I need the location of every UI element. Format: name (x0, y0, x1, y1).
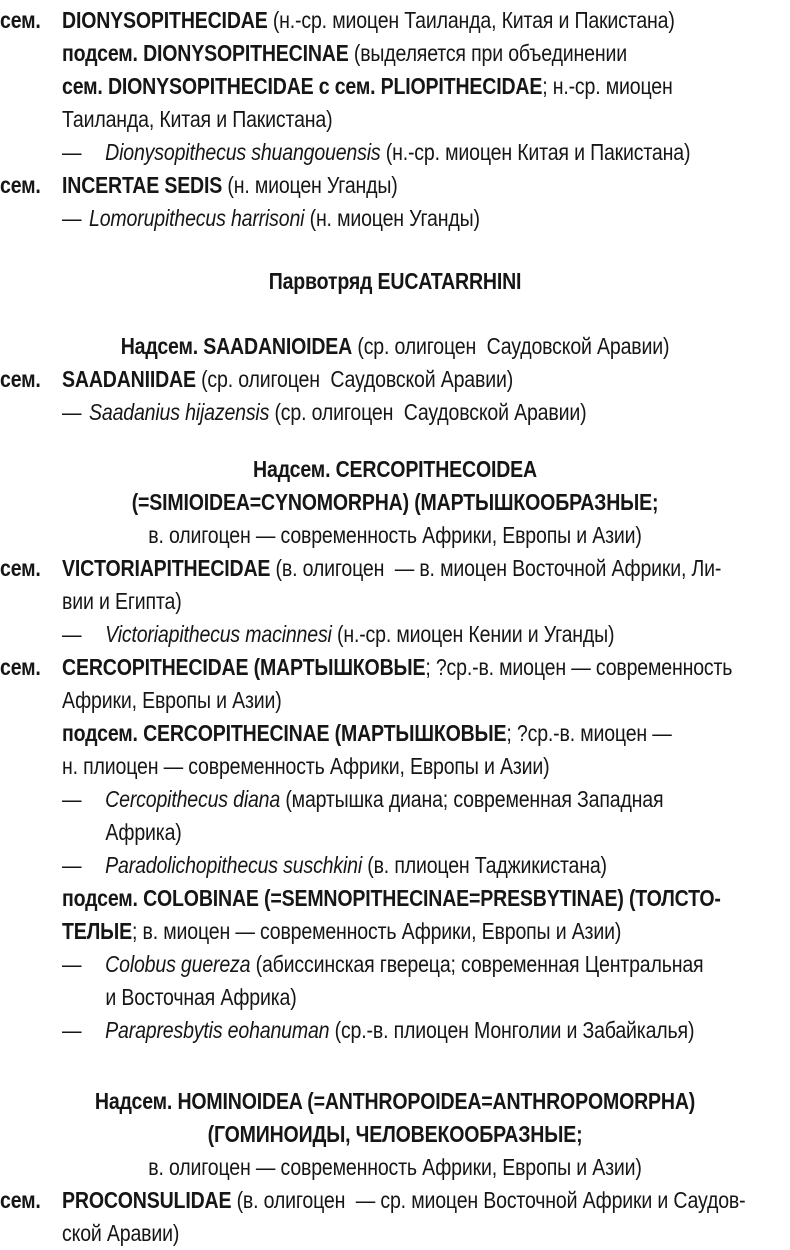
species-line (0, 396, 790, 429)
heading-line (0, 453, 790, 486)
text-segment: Африка) (105, 819, 182, 845)
taxon-line (0, 684, 790, 717)
text-segment: (в. плиоцен Таджикистана) (362, 852, 607, 878)
heading-line (0, 330, 790, 363)
taxon-line (0, 882, 790, 915)
taxon-line (0, 169, 790, 202)
text-segment: подсем. DIONYSOPITHECINAE (62, 40, 349, 66)
text-segment: в. олигоцен — современность Африки, Европы и Азии) (148, 522, 642, 548)
text-segment: в. олигоцен — современность Африки, Европы и Азии) (148, 1154, 642, 1180)
rank-label: сем. (0, 7, 41, 33)
text-segment: (н.-ср. миоцен Китая и Пакистана) (380, 139, 691, 165)
text-segment: н. плиоцен — современность Африки, Европы и Азии) (62, 753, 550, 779)
text-segment: (ср. олигоцен Саудовской Аравии) (269, 399, 587, 425)
text-segment: Saadanius hijazensis (89, 399, 270, 425)
text-segment: VICTORIAPITHECIDAE (62, 555, 271, 581)
text-segment: (ср. олигоцен Саудовской Аравии) (352, 333, 670, 359)
text-segment: Надсем. HOMINOIDEA (=ANTHROPOIDEA=ANTHROPOMORPHA) (94, 1088, 696, 1114)
species-dash-marker: — (62, 951, 82, 977)
taxon-line (0, 70, 790, 103)
species-dash-marker: — (62, 399, 82, 425)
text-segment: подсем. COLOBINAE (=SEMNOPITHECINAE=PRESBYTINAE) (ТОЛСТО- (62, 885, 721, 911)
taxon-line (0, 750, 790, 783)
text-segment: SAADANIIDAE (62, 366, 196, 392)
text-segment: (в. олигоцен — в. миоцен Восточной Африки, Ли- (270, 555, 722, 581)
text-segment: DIONYSOPITHECIDAE (62, 7, 268, 33)
rank-label: сем. (0, 1187, 41, 1213)
text-segment: ; ?ср.-в. миоцен — современность (425, 654, 733, 680)
taxon-line (0, 37, 790, 70)
taxon-line (0, 717, 790, 750)
text-segment: Victoriapithecus macinnesi (105, 621, 332, 647)
species-line (0, 618, 790, 651)
text-segment: Parapresbytis eohanuman (105, 1017, 330, 1043)
species-line (0, 202, 790, 235)
text-segment: ; в. миоцен — современность Африки, Европы и Азии) (132, 918, 622, 944)
text-segment: Парвотряд EUCATARRHINI (268, 268, 522, 294)
taxon-line (0, 103, 790, 136)
text-segment: (ср.-в. плиоцен Монголии и Забайкалья) (329, 1017, 695, 1043)
species-line (0, 948, 790, 981)
text-segment: Африки, Европы и Азии) (62, 687, 282, 713)
text-segment: ТЕЛЫЕ (62, 918, 133, 944)
taxon-line (0, 363, 790, 396)
text-segment: (=SIMIOIDEA=CYNOMORPHA) (МАРТЫШКООБРАЗНЫЕ; (131, 489, 659, 515)
text-segment: (н.-ср. миоцен Кении и Уганды) (331, 621, 615, 647)
text-segment: (н. миоцен Уганды) (222, 172, 398, 198)
species-line (0, 136, 790, 169)
species-dash-marker: — (62, 786, 82, 812)
text-segment: (н.-ср. миоцен Таиланда, Китая и Пакистана) (267, 7, 675, 33)
text-segment: Надсем. SAADANIOIDEA (120, 333, 353, 359)
text-segment: ской Аравии) (62, 1220, 180, 1246)
text-segment: Dionysopithecus shuangouensis (105, 139, 381, 165)
text-segment: (в. олигоцен — ср. миоцен Восточной Африки и Саудов- (231, 1187, 746, 1213)
taxon-line (0, 651, 790, 684)
text-segment: Paradolichopithecus suschkini (105, 852, 363, 878)
text-segment: (н. миоцен Уганды) (304, 205, 480, 231)
species-dash-marker: — (62, 205, 82, 231)
text-segment: ; н.-ср. миоцен (542, 73, 673, 99)
text-segment: вии и Египта) (62, 588, 182, 614)
text-segment: Lomorupithecus harrisoni (89, 205, 305, 231)
text-segment: CERCOPITHECIDAE (МАРТЫШКОВЫЕ (62, 654, 426, 680)
species-dash-marker: — (62, 1017, 82, 1043)
taxon-line (0, 816, 790, 849)
taxon-line (0, 585, 790, 618)
text-segment: Colobus guereza (105, 951, 251, 977)
heading-line (0, 1151, 790, 1184)
text-segment: и Восточная Африка) (105, 984, 297, 1010)
rank-label: сем. (0, 654, 41, 680)
species-line (0, 783, 790, 816)
species-line (0, 849, 790, 882)
text-segment: Надсем. CERCOPITHECOIDEA (253, 456, 537, 482)
text-segment: (ср. олигоцен Саудовской Аравии) (195, 366, 514, 392)
taxon-line (0, 1184, 790, 1217)
heading-line (0, 1085, 790, 1118)
heading-line (0, 519, 790, 552)
text-segment: (выделяется при объединении (348, 40, 627, 66)
text-segment: ; ?ср.-в. миоцен — (506, 720, 672, 746)
taxon-line (0, 915, 790, 948)
species-dash-marker: — (62, 139, 82, 165)
heading-line (0, 486, 790, 519)
taxonomy-list (0, 4, 790, 1250)
species-line (0, 1014, 790, 1047)
heading-line (0, 265, 790, 298)
species-dash-marker: — (62, 852, 82, 878)
rank-label: сем. (0, 555, 41, 581)
taxon-line (0, 552, 790, 585)
text-segment: Таиланда, Китая и Пакистана) (62, 106, 333, 132)
rank-label: сем. (0, 172, 41, 198)
taxon-line (0, 981, 790, 1014)
text-segment: INCERTAE SEDIS (62, 172, 223, 198)
text-segment: PROCONSULIDAE (62, 1187, 232, 1213)
text-segment: (мартышка диана; современная Западная (280, 786, 664, 812)
taxon-line (0, 4, 790, 37)
heading-line (0, 1118, 790, 1151)
text-segment: подсем. CERCOPITHECINAE (МАРТЫШКОВЫЕ (62, 720, 507, 746)
rank-label: сем. (0, 366, 41, 392)
text-segment: (абиссинская гвереца; современная Центральная (250, 951, 704, 977)
text-segment: сем. DIONYSOPITHECIDAE с сем. PLIOPITHECIDAE (62, 73, 543, 99)
text-segment: Cercopithecus diana (105, 786, 281, 812)
taxon-line (0, 1217, 790, 1250)
text-segment: (ГОМИНОИДЫ, ЧЕЛОВЕКООБРАЗНЫЕ; (207, 1121, 583, 1147)
species-dash-marker: — (62, 621, 82, 647)
